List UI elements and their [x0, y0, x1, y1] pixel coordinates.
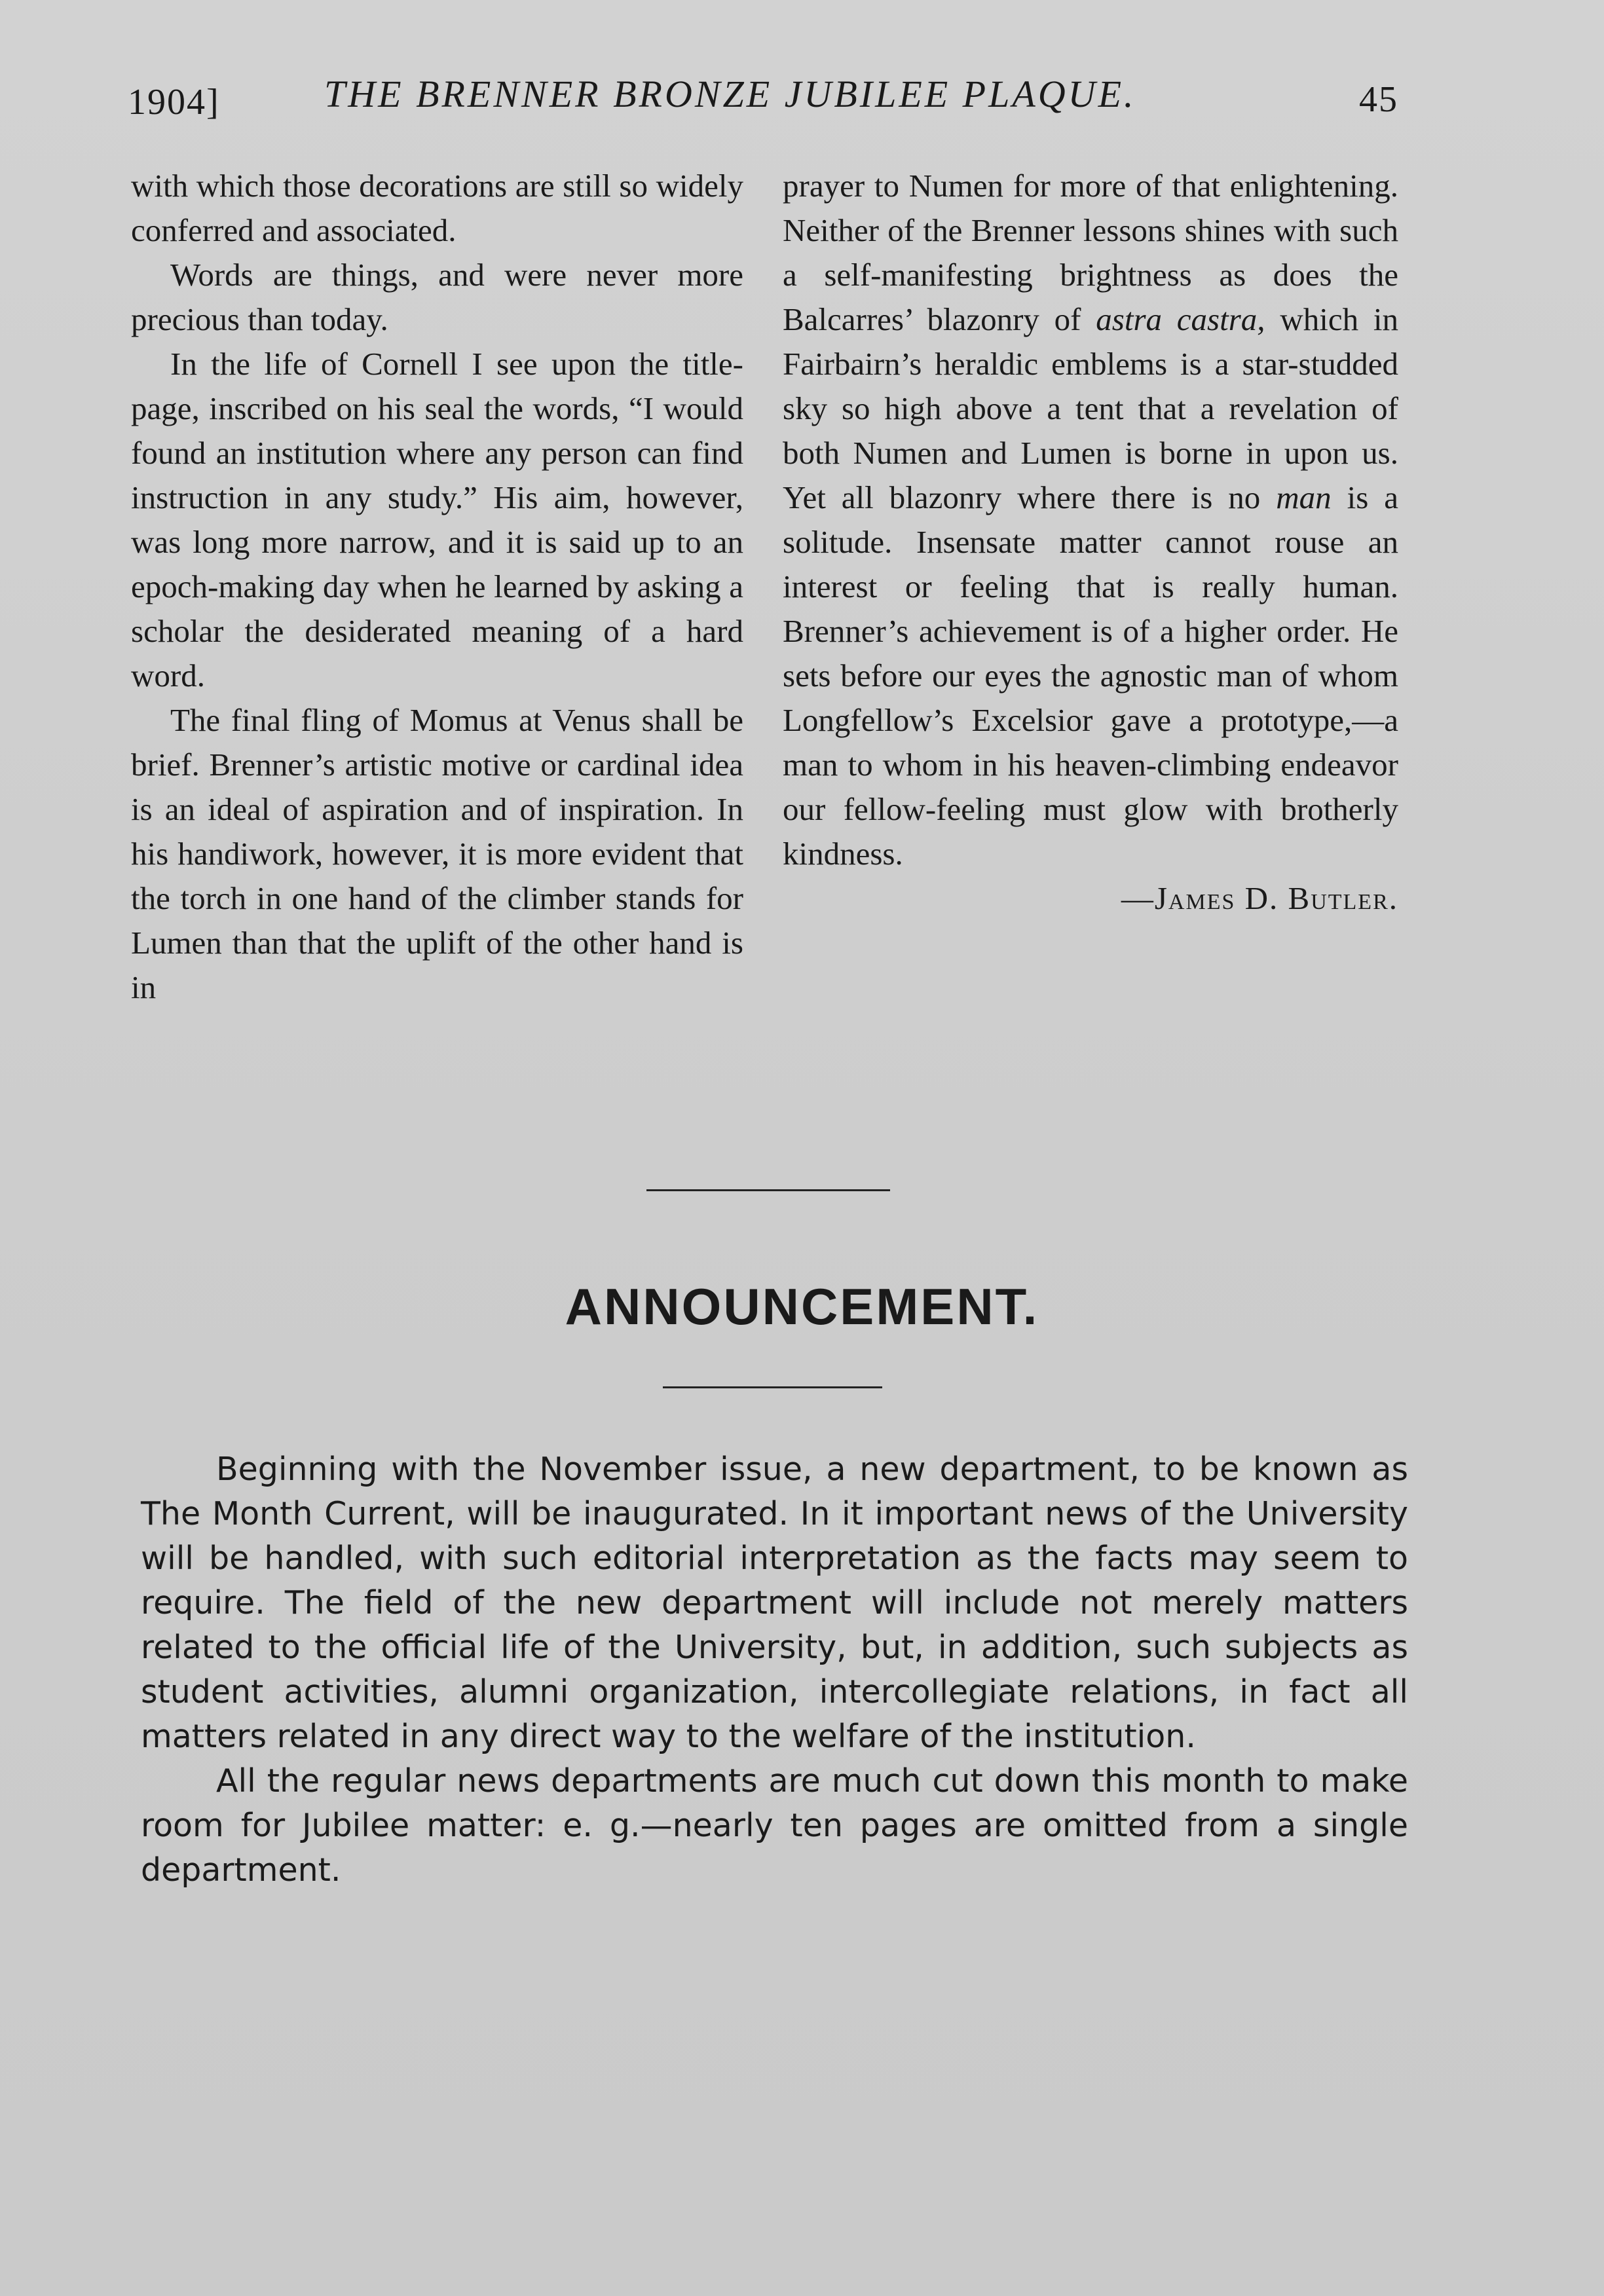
- announcement-paragraph-2: All the regular news departments are much cut down this month to make room for Jubilee matter: e. g.—nearly ten pages are omitted from a single department.: [141, 1762, 1408, 1889]
- author-signature: —James D. Butler.: [1121, 880, 1398, 916]
- announcement-paragraph-1: Beginning with the November issue, a new department, to be known as The Month Current, will be inaugurated. In it important news of the University will be handled, with such editorial interpretation as the facts may seem to require. The field of the new department will include not merely matters related to the official life of the University, but, in addition, such subjects as student activities, alumni organization, intercollegiate relations, in fact all matters related in any direct way to the welfare of the institution.: [141, 1451, 1408, 1755]
- left-paragraph-4: The final fling of Momus at Venus shall be brief. Brenner’s artistic motive or cardinal idea is an ideal of aspiration and of inspiration. In his handiwork, however, it is more evident that the torch in one hand of the climber stands for Lumen than that the uplift of the other hand is in: [131, 702, 743, 1005]
- right-text-c: is a solitude. Insensate matter cannot rouse an interest or feeling that is really human. Brenner’s achievement is of a higher order. He sets before our eyes the agnostic man of whom Longfellow’s Excelsior gave a prototype,—a man to whom in his heaven-climbing endeavor our fellow-feeling must glow with brotherly kindness.: [783, 479, 1399, 872]
- running-title: THE BRENNER BRONZE JUBILEE PLAQUE.: [324, 73, 1136, 115]
- announcement-title: ANNOUNCEMENT.: [565, 1278, 1039, 1335]
- left-paragraph-1: with which those decorations are still so widely conferred and associated.: [131, 168, 743, 248]
- page-number: 45: [1359, 79, 1398, 120]
- announcement-body: [141, 1447, 1408, 1893]
- right-column: [783, 164, 1398, 921]
- italic-man: man: [1276, 479, 1332, 515]
- right-paragraph-1: [783, 164, 1398, 876]
- left-column: [131, 164, 743, 1010]
- right-text-b: which in Fairbairn’s heraldic emblems is a star-studded sky so high above a tent that a revelation of both Numen and Lumen is borne in upon us. Yet all blazonry where there is no: [783, 301, 1398, 515]
- italic-astra-castra: astra castra,: [1096, 301, 1265, 337]
- header-year: 1904]: [128, 82, 220, 122]
- left-paragraph-3: In the life of Cornell I see upon the title-page, inscribed on his seal the words, “I would found an institution where any person can find instruction in any study.” His aim, however, was long more narrow, and it is said up to an epoch-making day when he learned by asking a scholar the desiderated meaning of a hard word.: [131, 346, 743, 694]
- divider-rule-bottom: [663, 1386, 882, 1388]
- page-header: [128, 72, 1398, 124]
- divider-rule-top: [646, 1189, 890, 1191]
- left-paragraph-2: Words are things, and were never more precious than today.: [131, 257, 743, 337]
- right-text-a: prayer to Numen for more of that enlightening. Neither of the Brenner lessons shines with such a self-manifesting brightness as does the Balcarres’ blazonry of: [783, 168, 1398, 337]
